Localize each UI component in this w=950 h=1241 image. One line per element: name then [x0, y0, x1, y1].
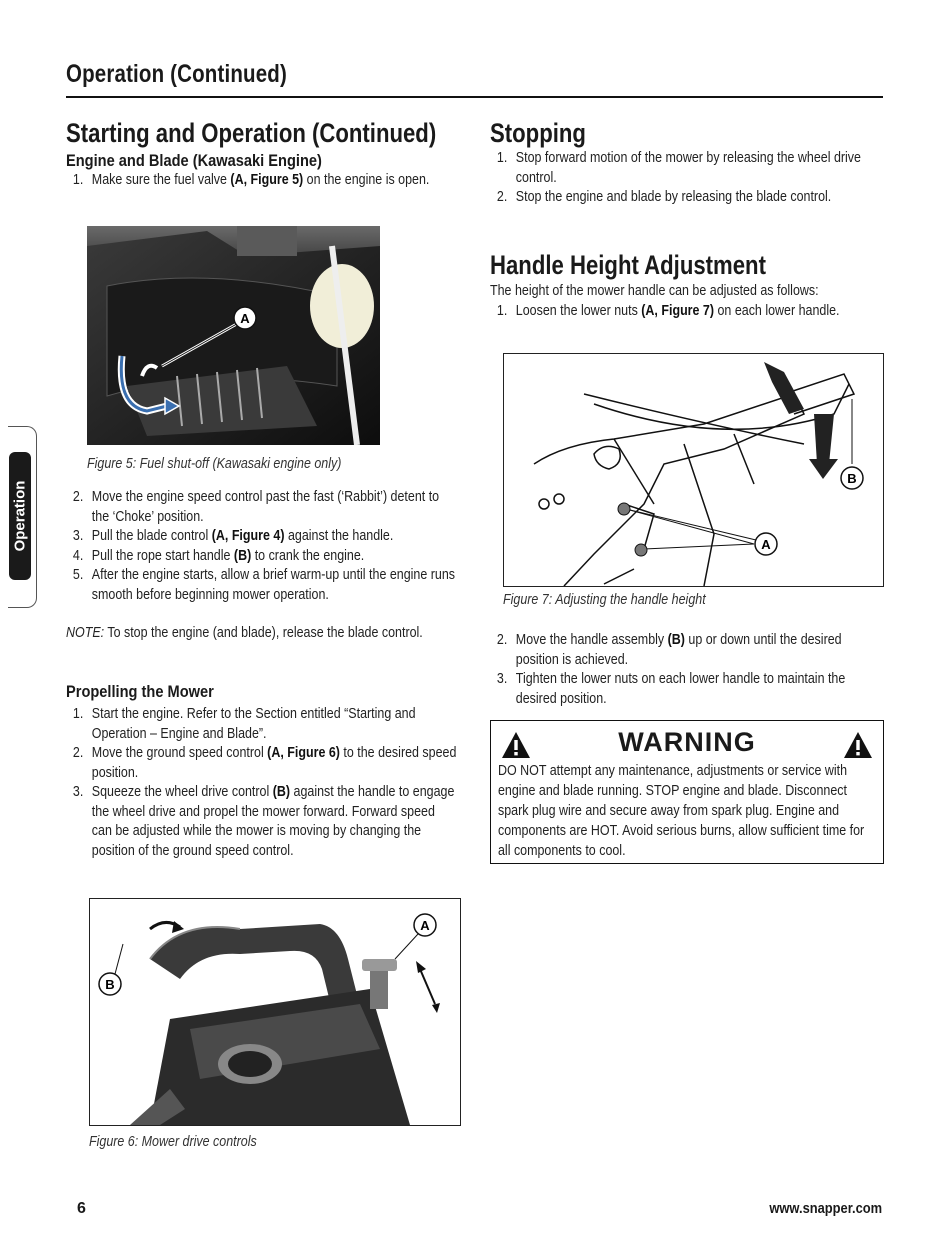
figure-7-caption: Figure 7: Adjusting the handle height	[503, 592, 706, 608]
figure-5-label-a: A	[240, 311, 250, 326]
list-item: 2. Move the ground speed control (A, Figure 6) to the desired speed position.	[72, 745, 457, 781]
list-item: 3. Squeeze the wheel drive control (B) against the handle to engage the wheel drive and propel the mower forward. Forward speed can be adjusted while the mower is moving by changing the position of the ground speed control.	[72, 784, 455, 859]
section-title-handle: Handle Height Adjustment	[490, 250, 766, 280]
list-item: 2. Move the engine speed control past the fast (‘Rabbit’) detent to the ‘Choke’ position.	[72, 489, 440, 525]
right-column	[490, 118, 884, 208]
figure-5-caption: Figure 5: Fuel shut-off (Kawasaki engine only)	[87, 456, 342, 472]
figure-5-photo	[87, 226, 380, 445]
section-tab-label: Operation	[11, 480, 29, 552]
warning-text: DO NOT attempt any maintenance, adjustments or service with engine and blade running. STOP engine and blade. Disconnect spark plug wire and secure away from spark plug. Engine and components are HOT. Avoid serious burns, allow sufficient time for all components to cool.	[498, 763, 865, 859]
figure-7-label-a: A	[761, 537, 771, 552]
section-title-stopping: Stopping	[490, 118, 586, 148]
list-item: 1. Make sure the fuel valve (A, Figure 5) on the engine is open.	[72, 172, 430, 188]
subheading-propelling: Propelling the Mower	[66, 682, 214, 701]
section-title-starting: Starting and Operation (Continued)	[66, 118, 437, 148]
note-paragraph: NOTE: To stop the engine (and blade), release the blade control.	[66, 625, 423, 641]
step-list-handle	[490, 631, 884, 709]
figure-7-illustration	[503, 353, 884, 587]
figure-6-photo	[89, 898, 461, 1126]
warning-box	[490, 720, 884, 864]
warning-title: WARNING	[618, 727, 756, 757]
list-item: 2. Stop the engine and blade by releasing the blade control.	[496, 189, 832, 205]
figure-6-caption: Figure 6: Mower drive controls	[89, 1134, 257, 1150]
figure-7-label-b: B	[847, 471, 857, 486]
header-rule	[66, 96, 883, 98]
list-item: 2. Move the handle assembly (B) up or down until the desired position is achieved.	[496, 632, 842, 668]
page-header-title: Operation (Continued)	[66, 60, 287, 88]
step-list-stopping	[490, 149, 884, 208]
left-column	[66, 118, 458, 191]
list-item: 3. Tighten the lower nuts on each lower handle to maintain the desired position.	[496, 671, 846, 707]
figure-6-label-a: A	[420, 918, 430, 933]
step-list-fuel	[66, 171, 457, 191]
page-number: 6	[77, 1200, 86, 1217]
list-item: 1. Stop forward motion of the mower by releasing the wheel drive control.	[496, 150, 861, 186]
list-item: 4. Pull the rope start handle (B) to crank the engine.	[72, 547, 365, 564]
website-url: www.snapper.com	[769, 1200, 882, 1217]
step-list-propel	[66, 705, 457, 861]
figure-6-label-b: B	[105, 977, 115, 992]
list-item: 1. Loosen the lower nuts (A, Figure 7) on each lower handle.	[496, 302, 840, 319]
subheading-engine-blade: Engine and Blade (Kawasaki Engine)	[66, 151, 322, 170]
list-item: 1. Start the engine. Refer to the Section entitled “Starting and Operation – Engine and Blade”.	[72, 706, 416, 742]
warning-triangle-icon	[843, 731, 873, 759]
step-list-start	[66, 488, 457, 605]
handle-intro: The height of the mower handle can be adjusted as follows: 1. Loosen the lower nuts (A, Figure 7) on each lower handle.	[490, 282, 884, 321]
list-item: 3. Pull the blade control (A, Figure 4) against the handle.	[72, 528, 394, 544]
list-item: 5. After the engine starts, allow a brief warm-up until the engine runs smooth before beginning mower operation.	[72, 567, 456, 603]
